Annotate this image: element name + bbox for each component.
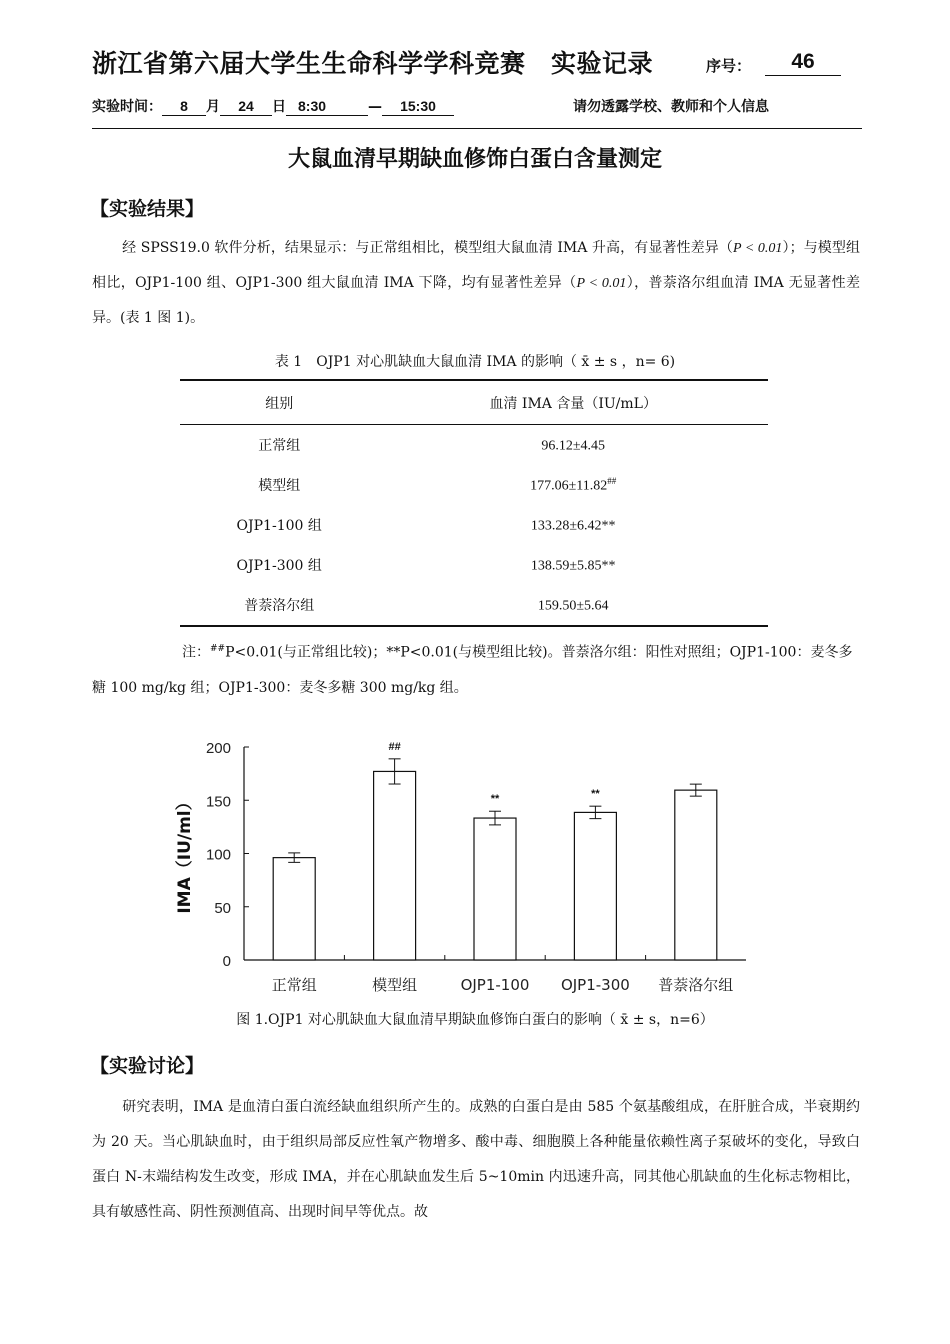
- end-time: 15:30: [382, 98, 454, 116]
- start-time: 8:30: [286, 98, 368, 116]
- y-tick-label: 100: [205, 846, 231, 864]
- table-header-value: 血清 IMA 含量（IU/mL）: [378, 380, 768, 425]
- significance-annotation: ##: [388, 740, 401, 753]
- value-cell: 133.28±6.42**: [530, 518, 616, 534]
- bar-5: [675, 790, 717, 960]
- table-row: [180, 545, 768, 585]
- results-text-3: ），普萘洛尔组血清 IMA 无显著性差异。(表 1 图 1)。: [92, 275, 860, 326]
- group-cell: 正常组: [258, 438, 301, 454]
- value-cell: 96.12±4.45: [541, 438, 606, 454]
- value-cell: 159.50±5.64: [378, 585, 768, 626]
- x-category-label: 普萘洛尔组: [658, 976, 734, 994]
- significance-annotation: **: [591, 788, 600, 801]
- figure-caption: 图 1.OJP1 对心肌缺血大鼠血清早期缺血修饰白蛋白的影响（ x̄ ± s，n=6）: [236, 1012, 714, 1028]
- discussion-text: 研究表明，IMA 是血清白蛋白流经缺血组织所产生的。成熟的白蛋白是由 585 个氨基酸组成，在肝脏合成，半衰期约为 20 天。当心肌缺血时，由于组织局部反应性氧产物增多、酸中毒、细胞膜上各种能量依赖性离子泵破坏的变化，导致白蛋白 N-末端结构发生改变，形成 IMA，并在心肌缺血发生后 5~10min 内迅速升高，同其他心肌缺血的生化标志物相比，具有敏感性高、阴性预测值高、出现时间早等优点。故: [92, 1099, 860, 1220]
- results-text-1: 经 SPSS19.0 软件分析，结果显示：与正常组相比，模型组大鼠血清 IMA 升高，有显著性差异（: [122, 240, 733, 256]
- x-category-label: 正常组: [271, 976, 317, 994]
- month-value: 8: [162, 98, 206, 116]
- table-row: [180, 585, 768, 626]
- discussion-heading: 【实验讨论】: [90, 1055, 205, 1077]
- x-category-label: OJP1-300: [560, 976, 630, 994]
- group-cell: 模型组: [258, 478, 301, 494]
- bar-2: [374, 771, 416, 960]
- experiment-time-row: [92, 96, 454, 116]
- bar-3: [474, 818, 516, 960]
- time-dash: —: [368, 99, 382, 115]
- table-row: [180, 425, 768, 466]
- y-tick-label: 200: [205, 740, 231, 757]
- x-category-label: OJP1-100: [460, 976, 530, 994]
- x-category-label: 模型组: [372, 976, 418, 994]
- time-label: 实验时间：: [92, 99, 162, 115]
- bar-4: [574, 812, 616, 960]
- significance-mark: ##: [607, 475, 617, 486]
- competition-title: 浙江省第六届大学生生命科学学科竞赛 实验记录: [92, 49, 654, 78]
- results-heading: 【实验结果】: [90, 198, 205, 220]
- day-unit: 日: [272, 99, 286, 115]
- chart-svg: [150, 728, 760, 1000]
- header-divider: [92, 128, 862, 129]
- group-cell: OJP1-100 组: [236, 518, 322, 534]
- results-sig-1: P < 0.01: [732, 241, 783, 256]
- bar-1: [273, 858, 315, 960]
- note-text: P<0.01(与正常组比较)；**P<0.01(与模型组比较)。普萘洛尔组：阳性对照组；OJP1-100：麦冬多糖 100 mg/kg 组；OJP1-300：麦冬多糖 300 mg/kg 组。: [92, 644, 853, 696]
- table-note: 注：##P<0.01(与正常组比较)；**P<0.01(与模型组比较)。普萘洛尔组：阳性对照组；OJP1-100：麦冬多糖 100 mg/kg 组；OJP1-300：麦冬多糖 300 mg/kg 组。: [92, 644, 853, 696]
- discussion-paragraph: [92, 1090, 860, 1230]
- ima-table: [180, 379, 768, 627]
- results-sig-2: P < 0.01: [576, 276, 627, 291]
- results-paragraph: [92, 231, 860, 336]
- value-cell: 177.06±11.82##: [530, 475, 617, 494]
- ima-bar-chart: [150, 728, 760, 1000]
- value-cell: 138.59±5.85**: [530, 558, 616, 574]
- day-value: 24: [220, 98, 272, 116]
- privacy-note: 请勿透露学校、教师和个人信息: [573, 99, 769, 115]
- table-header-group: 组别: [180, 380, 378, 425]
- table-caption: 表 1 OJP1 对心肌缺血大鼠血清 IMA 的影响（ x̄ ± s ，n= 6): [274, 354, 676, 370]
- group-cell: OJP1-300 组: [236, 558, 322, 574]
- group-cell: 普萘洛尔组: [180, 585, 378, 626]
- note-mark: ##: [210, 644, 226, 654]
- table-row: [180, 505, 768, 545]
- serial-label: 序号：: [706, 57, 752, 75]
- table-row: [180, 465, 768, 505]
- y-axis-label: IMA（IU/ml）: [175, 793, 195, 914]
- month-unit: 月: [206, 99, 220, 115]
- document-title: 大鼠血清早期缺血修饰白蛋白含量测定: [287, 147, 662, 172]
- y-tick-label: 0: [222, 953, 231, 970]
- serial-number: 46: [765, 49, 841, 76]
- results-text-2: ）；与模型组相比，OJP1-100 组、OJP1-300 组大鼠血清 IMA 下降，均有显著性差异（: [92, 240, 860, 291]
- y-tick-label: 150: [205, 793, 231, 811]
- y-tick-label: 50: [214, 899, 231, 917]
- significance-annotation: **: [490, 793, 500, 806]
